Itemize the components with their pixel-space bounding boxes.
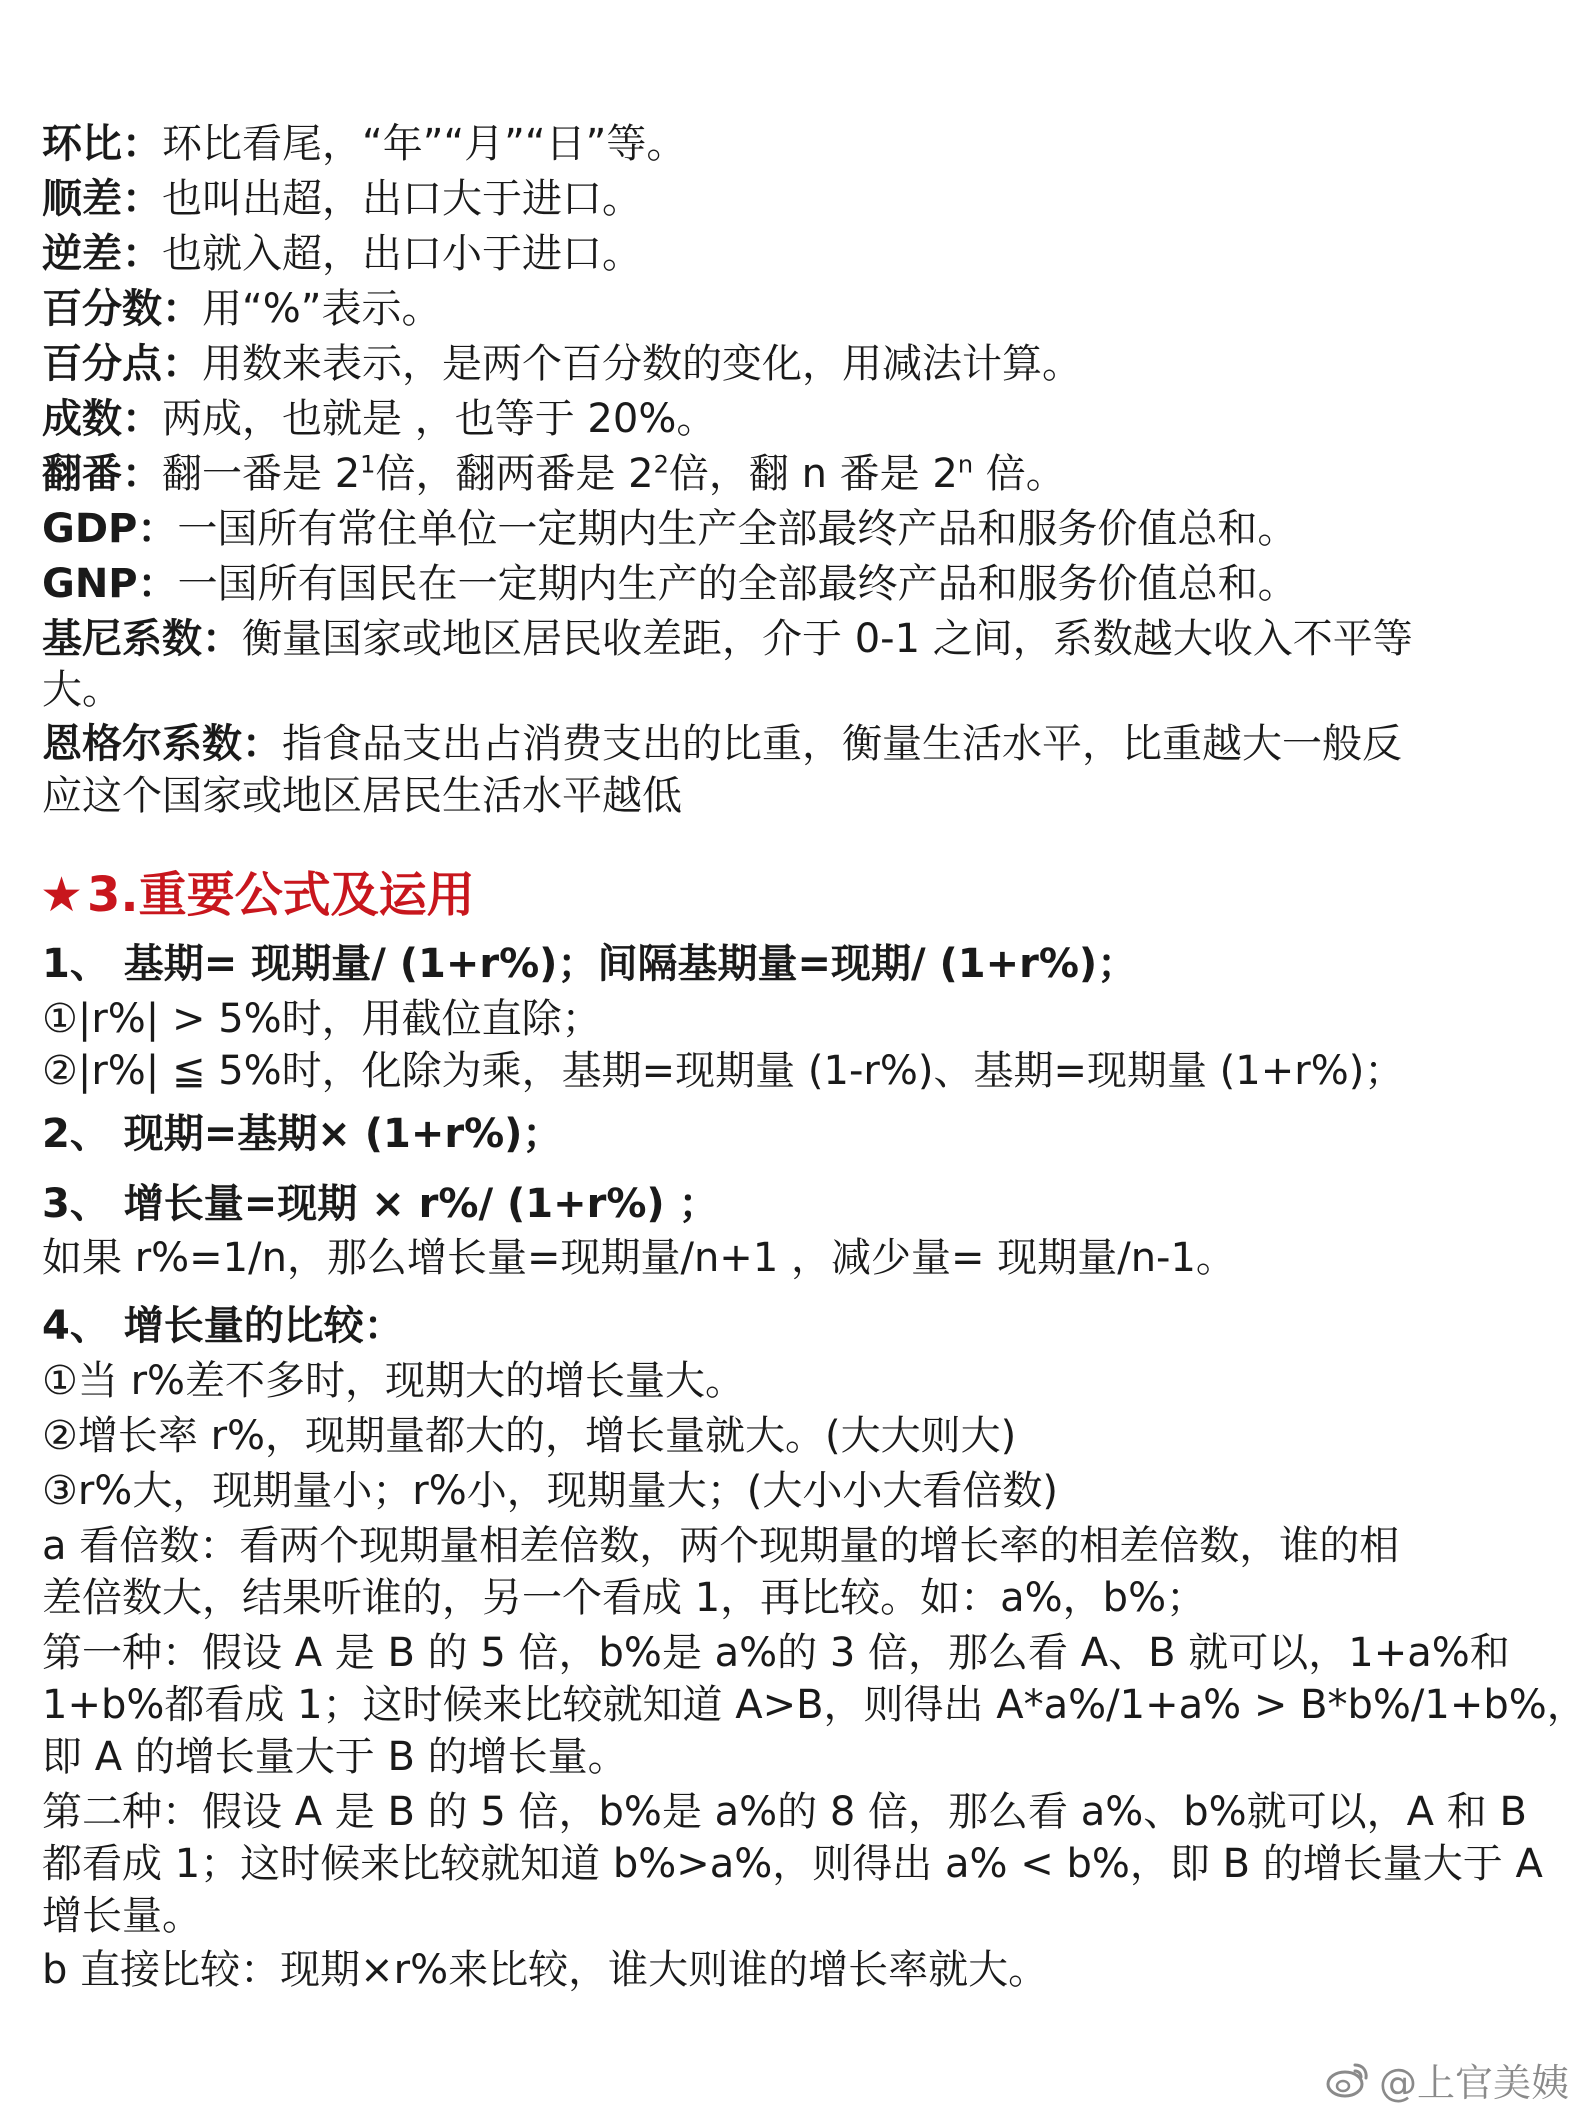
formula-4-a bbox=[42, 1355, 1502, 1407]
term-label: 百分点： bbox=[42, 341, 202, 387]
definition-text: 一国所有国民在一定期内生产的全部最终产品和服务价值总和。 bbox=[177, 561, 1298, 607]
formula-text: 4、 增长量的比较： bbox=[42, 1303, 404, 1349]
formula-text: ②增长率 r%，现期量都大的，增长量就大。(大大则大) bbox=[42, 1413, 1017, 1459]
definition-jini-cont bbox=[42, 664, 1502, 716]
formula-4-f2 bbox=[42, 1838, 1543, 1890]
formula-text: 即 A 的增长量大于 B 的增长量。 bbox=[42, 1734, 628, 1780]
formula-text: 1+b%都看成 1；这时候来比较就知道 A>B，则得出 A*a%/1+a% > B*b%/1+b%， bbox=[42, 1682, 1587, 1728]
formula-text: 3、 增长量=现期 × r%/ (1+r%) ； bbox=[42, 1181, 719, 1227]
formula-4-e1 bbox=[42, 1627, 1510, 1679]
term-label: GDP： bbox=[42, 506, 178, 552]
formula-text: ②|r%| ≦ 5%时，化除为乘，基期=现期量 (1-r%)、基期=现期量 (1+r%)； bbox=[42, 1048, 1405, 1094]
watermark bbox=[1325, 2054, 1569, 2104]
definition-text: 指食品支出占消费支出的比重，衡量生活水平，比重越大一般反 bbox=[282, 721, 1402, 767]
formula-1 bbox=[42, 938, 1502, 990]
weibo-icon bbox=[1325, 2059, 1371, 2099]
superscript: n bbox=[957, 450, 974, 479]
term-label: 顺差： bbox=[42, 176, 162, 222]
formula-4-e2 bbox=[42, 1679, 1587, 1731]
definition-text: 用数来表示，是两个百分数的变化，用减法计算。 bbox=[202, 341, 1082, 387]
definition-fanfan bbox=[42, 448, 1502, 500]
formula-text: b 直接比较：现期×r%来比较，谁大则谁的增长率就大。 bbox=[42, 1947, 1049, 1993]
formula-4-f3 bbox=[42, 1890, 1502, 1942]
definition-gnp bbox=[42, 558, 1502, 610]
definition-text: 也就入超，出口小于进口。 bbox=[162, 231, 642, 277]
definition-engeer bbox=[42, 718, 1502, 770]
definition-chengshu bbox=[42, 393, 1502, 445]
formula-3-a bbox=[42, 1232, 1502, 1284]
formula-text: ①当 r%差不多时，现期大的增长量大。 bbox=[42, 1358, 746, 1404]
section-heading bbox=[40, 865, 475, 925]
formula-text: 2、 现期=基期× (1+r%)； bbox=[42, 1111, 563, 1157]
formula-text: ③r%大，现期量小；r%小，现期量大；(大小小大看倍数) bbox=[42, 1468, 1058, 1514]
formula-1-b bbox=[42, 1045, 1502, 1097]
definition-text: 环比看尾，“年”“月”“日”等。 bbox=[162, 121, 687, 167]
formula-text: 第一种：假设 A 是 B 的 5 倍，b%是 a%的 3 倍，那么看 A、B 就可以，1+a%和 bbox=[42, 1630, 1510, 1676]
definition-text: 大。 bbox=[42, 667, 122, 713]
formula-text: 1、 基期= 现期量/ (1+r%)；间隔基期量=现期/ (1+r%)； bbox=[42, 941, 1138, 987]
formula-4-c bbox=[42, 1465, 1502, 1517]
formula-4-d1 bbox=[42, 1520, 1502, 1572]
formula-4 bbox=[42, 1300, 1502, 1352]
definition-text: 倍，翻 n 番是 2 bbox=[668, 451, 958, 497]
term-label: 环比： bbox=[42, 121, 162, 167]
formula-text: 增长量。 bbox=[42, 1893, 202, 1939]
term-label: 成数： bbox=[42, 396, 162, 442]
watermark-text: @上官美姨 bbox=[1378, 2060, 1569, 2105]
term-label: 基尼系数： bbox=[42, 616, 242, 662]
term-label: GNP： bbox=[42, 561, 178, 607]
definition-text: 倍。 bbox=[973, 451, 1066, 497]
formula-4-e3 bbox=[42, 1731, 1502, 1783]
superscript: 2 bbox=[653, 450, 669, 479]
definition-gdp bbox=[42, 503, 1502, 555]
formula-4-b bbox=[42, 1410, 1502, 1462]
formula-text: 都看成 1；这时候来比较就知道 b%>a%，则得出 a% < b%，即 B 的增长量大于 A bbox=[42, 1841, 1543, 1887]
definition-baifenshu bbox=[42, 283, 1502, 335]
definition-shuncha bbox=[42, 173, 1502, 225]
definition-text: 用“%”表示。 bbox=[202, 286, 442, 332]
formula-text: a 看倍数：看两个现期量相差倍数，两个现期量的增长率的相差倍数，谁的相 bbox=[42, 1523, 1400, 1569]
formula-text: ①|r%| > 5%时，用截位直除； bbox=[42, 996, 602, 1042]
definition-text: 翻一番是 2 bbox=[162, 451, 361, 497]
superscript: 1 bbox=[360, 450, 376, 479]
formula-4-d2 bbox=[42, 1572, 1502, 1624]
definition-text: 也叫出超，出口大于进口。 bbox=[162, 176, 642, 222]
term-label: 逆差： bbox=[42, 231, 162, 277]
term-label: 翻番： bbox=[42, 451, 162, 497]
term-label: 恩格尔系数： bbox=[42, 721, 282, 767]
formula-4-g bbox=[42, 1944, 1502, 1996]
formula-2 bbox=[42, 1108, 1502, 1160]
definition-huanbi bbox=[42, 118, 1502, 170]
formula-text: 如果 r%=1/n，那么增长量=现期量/n+1 ，减少量= 现期量/n-1。 bbox=[42, 1235, 1236, 1281]
definition-text: 应这个国家或地区居民生活水平越低 bbox=[42, 773, 682, 819]
definition-text: 一国所有常住单位一定期内生产全部最终产品和服务价值总和。 bbox=[177, 506, 1298, 552]
formula-text: 差倍数大，结果听谁的，另一个看成 1，再比较。如：a%，b%； bbox=[42, 1575, 1207, 1621]
definition-baifendian bbox=[42, 338, 1502, 390]
formula-1-a bbox=[42, 993, 1502, 1045]
definition-text: 衡量国家或地区居民收差距，介于 0-1 之间，系数越大收入不平等 bbox=[242, 616, 1413, 662]
definition-jini bbox=[42, 613, 1502, 665]
definition-nicha bbox=[42, 228, 1502, 280]
definition-text: 倍，翻两番是 2 bbox=[375, 451, 654, 497]
definition-text: 两成，也就是 ，也等于 20%。 bbox=[162, 396, 717, 442]
term-label: 百分数： bbox=[42, 286, 202, 332]
formula-3 bbox=[42, 1178, 1502, 1230]
formula-text: 第二种：假设 A 是 B 的 5 倍，b%是 a%的 8 倍，那么看 a%、b%就可以，A 和 B bbox=[42, 1789, 1527, 1835]
section-title-text: 3.重要公式及运用 bbox=[87, 867, 475, 923]
star-icon: ★ bbox=[40, 867, 84, 923]
definition-engeer-cont bbox=[42, 770, 1502, 822]
formula-4-f1 bbox=[42, 1786, 1527, 1838]
